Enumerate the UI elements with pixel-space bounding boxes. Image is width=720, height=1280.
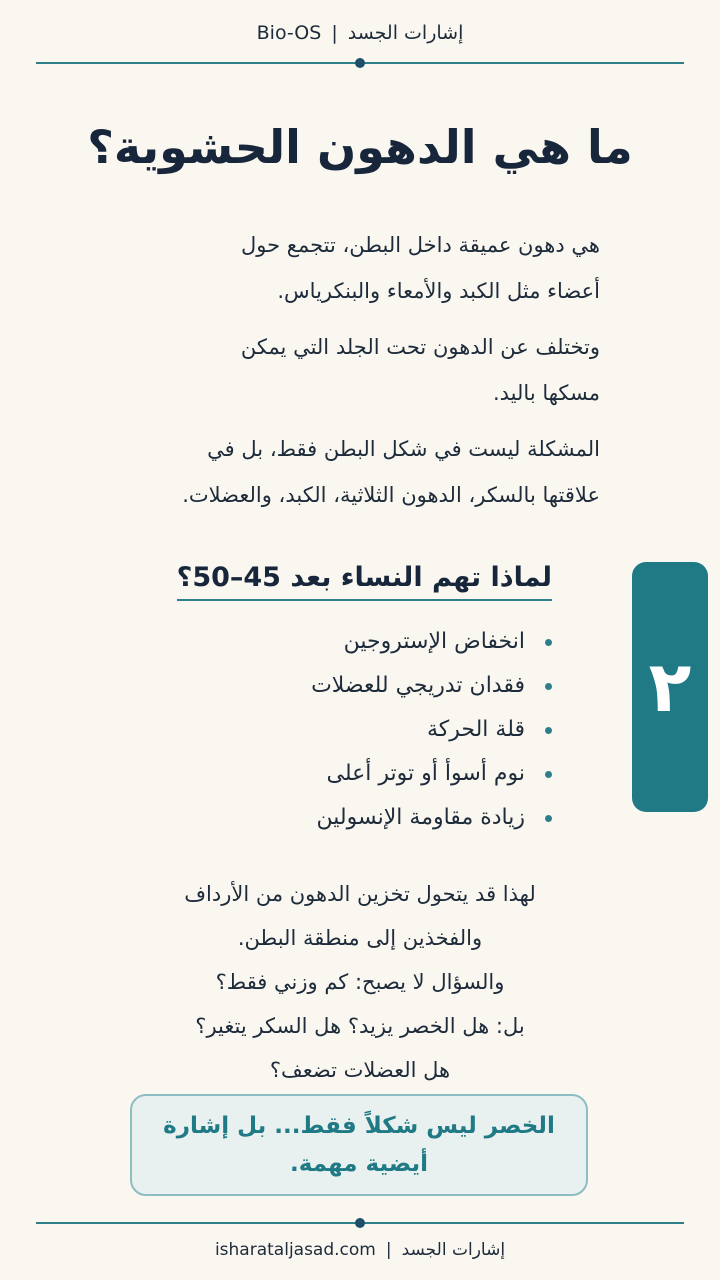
footer-series: إشارات الجسد: [401, 1240, 506, 1260]
list-item: زيادة مقاومة الإنسولين: [152, 796, 552, 840]
top-divider: [36, 62, 684, 64]
list-item: انخفاض الإستروجين: [152, 620, 552, 664]
intro-paragraph-1: [100, 222, 600, 314]
intro-line: هي دهون عميقة داخل البطن، تتجمع حول: [241, 233, 600, 257]
bullet-dot-icon: [545, 727, 552, 734]
callout-line: أيضية مهمة.: [289, 1151, 429, 1177]
closing-line: لهذا قد يتحول تخزين الدهون من الأرداف: [184, 882, 536, 906]
bullet-dot-icon: [545, 815, 552, 822]
intro-line: علاقتها بالسكر، الدهون الثلاثية، الكبد، والعضلات.: [182, 483, 600, 507]
closing-line: بل: هل الخصر يزيد؟ هل السكر يتغير؟: [195, 1014, 525, 1038]
reasons-list: [152, 620, 552, 840]
divider-dot: [355, 58, 365, 68]
closing-paragraph: [0, 872, 720, 1092]
series-name: إشارات الجسد: [347, 22, 464, 44]
page-number-badge: ٢: [632, 562, 708, 812]
intro-paragraph-2: [100, 324, 600, 416]
brand-name: Bio-OS: [256, 22, 322, 44]
bottom-divider: [36, 1222, 684, 1224]
list-item: فقدان تدريجي للعضلات: [152, 664, 552, 708]
intro-line: وتختلف عن الدهون تحت الجلد التي يمكن: [240, 335, 600, 359]
bullet-dot-icon: [545, 771, 552, 778]
intro-line: أعضاء مثل الكبد والأمعاء والبنكرياس.: [277, 279, 600, 303]
intro-paragraph-3: [100, 426, 600, 518]
intro-line: مسكها باليد.: [492, 381, 600, 405]
page-title: ما هي الدهون الحشوية؟: [87, 120, 633, 174]
footer-site: isharataljasad.com: [214, 1240, 376, 1260]
section-heading: لماذا تهم النساء بعد 45–50؟: [177, 562, 552, 601]
list-item: نوم أسوأ أو توتر أعلى: [152, 752, 552, 796]
bullet-dot-icon: [545, 683, 552, 690]
page-header: [0, 22, 720, 44]
closing-line: هل العضلات تضعف؟: [269, 1058, 451, 1082]
callout-box: [130, 1094, 588, 1196]
page-footer: [0, 1240, 720, 1260]
closing-line: والسؤال لا يصبح: كم وزني فقط؟: [215, 970, 505, 994]
bullet-dot-icon: [545, 639, 552, 646]
closing-line: والفخذين إلى منطقة البطن.: [237, 926, 483, 950]
header-separator: |: [331, 22, 338, 44]
callout-line: الخصر ليس شكلاً فقط... بل إشارة: [163, 1113, 555, 1139]
list-item: قلة الحركة: [152, 708, 552, 752]
intro-line: المشكلة ليست في شكل البطن فقط، بل في: [207, 437, 600, 461]
footer-separator: |: [385, 1240, 392, 1260]
divider-dot: [355, 1218, 365, 1228]
